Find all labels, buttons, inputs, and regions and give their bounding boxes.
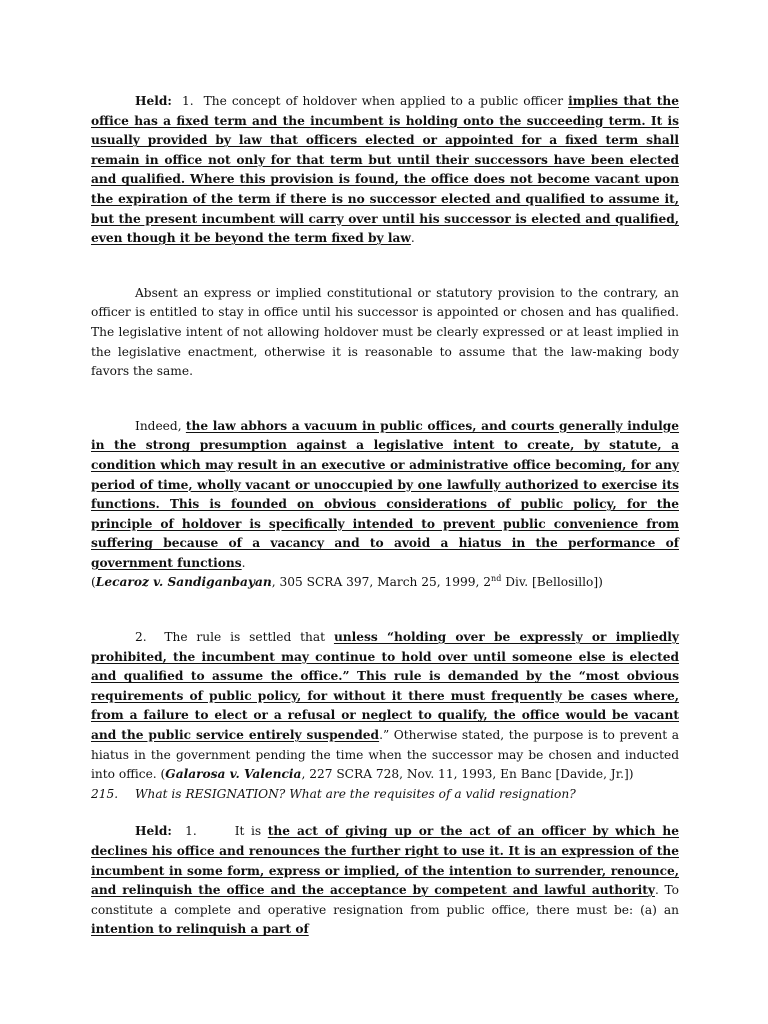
emphasized-text: the law abhors a vacuum in public offices, and courts generally indulge in the strong presumption against a legislative intent to create, by statute, a condition which may result in an executive or administrative office becoming, for any period of time, wholly vacant or unoccupied by one lawfully authorized to exercise its functions. This is founded on obvious considerations of public policy, for the principle of holdover is specifically intended to prevent public convenience from suffering because of a vacancy and to avoid a hiatus in the performance of government functions: [91, 418, 680, 570]
body-text: , 227 SCRA 728, Nov. 11, 1993, En Banc [Davide, Jr.]): [301, 767, 634, 782]
held-label: Held:: [135, 824, 172, 839]
paragraph-law-abhors-vacuum: [91, 417, 679, 593]
emphasized-text: unless “holding over be expressly or impliedly prohibited, the incumbent may continue to hold over until someone else is elected and qualified to assume the office.” This rule is demanded by the “most obvious requirements of public policy, for without it there must frequently be cases where, from a failure to elect or a refusal or neglect to qualify, the office would be vacant and the public service entirely suspended: [91, 630, 680, 743]
item-number: 1.: [185, 824, 197, 839]
item-number: 2.: [135, 630, 147, 645]
body-text: .: [241, 555, 246, 570]
held-label: Held:: [135, 94, 172, 108]
question-215: [91, 785, 679, 805]
held-paragraph-resignation: [91, 822, 679, 940]
case-name: Lecaroz v. Sandiganbayan: [95, 575, 272, 590]
body-text: The rule is settled that: [164, 630, 326, 645]
item-number: 1.: [181, 94, 194, 108]
body-text: .: [410, 231, 415, 246]
question-number: 215.: [91, 786, 119, 801]
body-text: Indeed,: [135, 418, 182, 433]
citation: (Lecaroz v. Sandiganbayan, 305 SCRA 397, March 25, 1999, 2nd Div. [Bellosillo]): [91, 574, 603, 590]
body-text: .” Otherwise stated, the purpose is to prevent a hiatus in the government pending the time when the successor may be chosen and inducted into office. (: [91, 728, 679, 782]
body-text: . To constitute a complete and operative resignation from public office, there must be: (a) an: [91, 883, 679, 917]
question-text: What is RESIGNATION? What are the requisites of a valid resignation?: [135, 786, 576, 801]
paragraph-rule-settled: [91, 628, 679, 785]
emphasized-text: the act of giving up or the act of an officer by which he declines his office and renounces the further right to use it. It is an expression of the incumbent in some form, express or implied, of the intention to surrender, renounce, and relinquish the office and the acceptance by competent and lawful authority: [91, 824, 680, 898]
case-name: Galarosa v. Valencia: [165, 767, 302, 782]
emphasized-text: implies that the office has a fixed term and the incumbent is holding onto the succeeding term. It is usually provided by law that officers elected or appointed for a fixed term shall remain in office not only for that term but until their successors have been elected and qualified. Where this provision is found, the office does not become vacant upon the expiration of the term if there is no successor elected and qualified to assume it, but the present incumbent will carry over until his successor is elected and qualified, even though it be beyond the term fixed by law: [91, 94, 680, 246]
held-paragraph-holdover: [91, 92, 679, 249]
body-text: Absent an express or implied constitutional or statutory provision to the contrary, an officer is entitled to stay in office until his successor is appointed or chosen and has qualified. The legislative intent of not allowing holdover must be clearly expressed or at least implied in the legislative enactment, otherwise it is reasonable to assume that the law-making body favors the same.: [91, 285, 679, 379]
body-text: It is: [234, 824, 262, 839]
emphasized-text: intention to relinquish a part of: [91, 922, 309, 937]
paragraph-absent-provision: [91, 284, 679, 382]
body-text: The concept of holdover when applied to a public officer: [203, 94, 564, 108]
